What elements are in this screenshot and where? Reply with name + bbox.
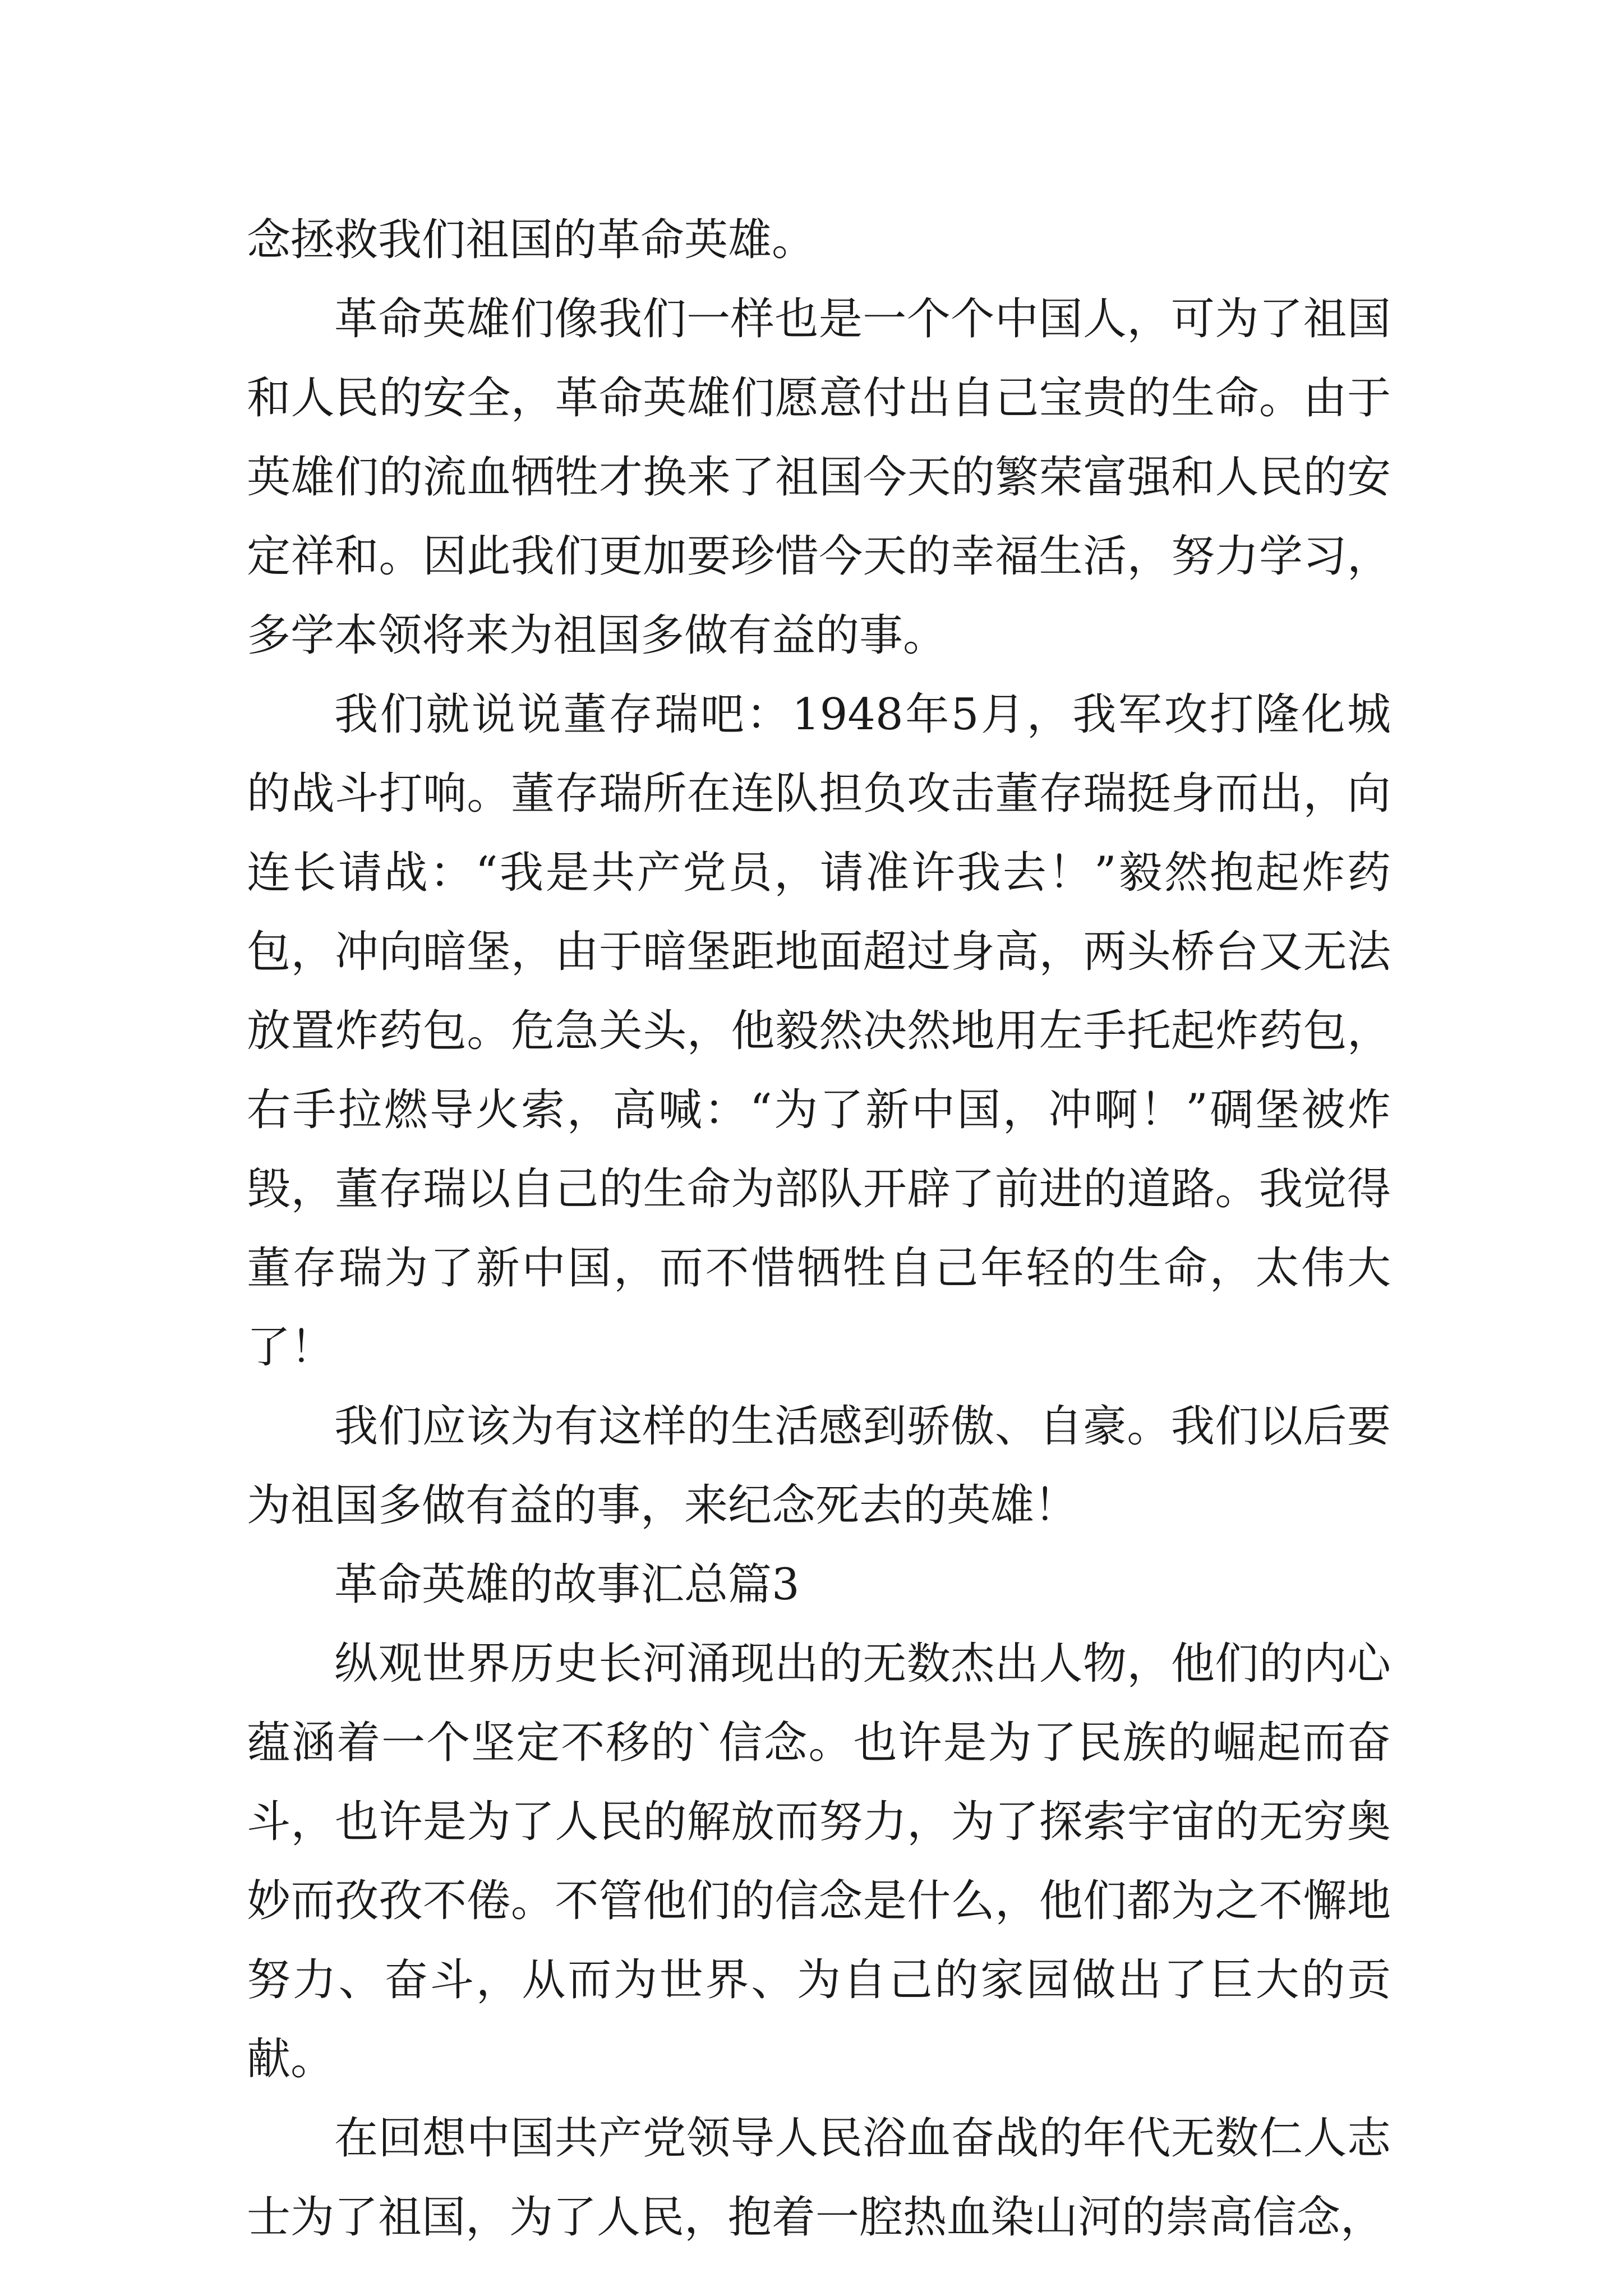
document-body [247, 201, 1391, 2257]
paragraph: 我们应该为有这样的生活感到骄傲、自豪。我们以后要为祖国多做有益的事，来纪念死去的英雄！ [247, 1401, 1391, 1531]
section-heading: 革命英雄的故事汇总篇3 [334, 1559, 800, 1610]
paragraph: 革命英雄们像我们一样也是一个个中国人，可为了祖国和人民的安全，革命英雄们愿意付出自己宝贵的生命。由于英雄们的流血牺牲才换来了祖国今天的繁荣富强和人民的安定祥和。因此我们更加要珍惜今天的幸福生活，努力学习，多学本领将来为祖国多做有益的事。 [247, 294, 1391, 661]
paragraph: 在回想中国共产党领导人民浴血奋战的年代无数仁人志士为了祖国，为了人民，抱着一腔热血染山河的崇高信念， [247, 2113, 1391, 2243]
paragraph-continuation: 念拯救我们祖国的革命英雄。 [247, 215, 816, 265]
paragraph: 纵观世界历史长河涌现出的无数杰出人物，他们的内心蕴涵着一个坚定不移的`信念。也许是为了民族的崛起而奋斗，也许是为了人民的解放而努力，为了探索宇宙的无穷奥妙而孜孜不倦。不管他们的信念是什么，他们都为之不懈地努力、奋斗，从而为世界、为自己的家园做出了巨大的贡献。 [247, 1639, 1391, 2085]
paragraph: 我们就说说董存瑞吧：1948年5月，我军攻打隆化城的战斗打响。董存瑞所在连队担负攻击董存瑞挺身而出，向连长请战：“我是共产党员，请准许我去！”毅然抱起炸药包，冲向暗堡，由于暗堡距地面超过身高，两头桥台又无法放置炸药包。危急关头，他毅然决然地用左手托起炸药包，右手拉燃导火索，高喊：“为了新中国，冲啊！”碉堡被炸毁，董存瑞以自己的生命为部队开辟了前进的道路。我觉得董存瑞为了新中国，而不惜牺牲自己年轻的生命，太伟大了！ [247, 689, 1391, 1373]
